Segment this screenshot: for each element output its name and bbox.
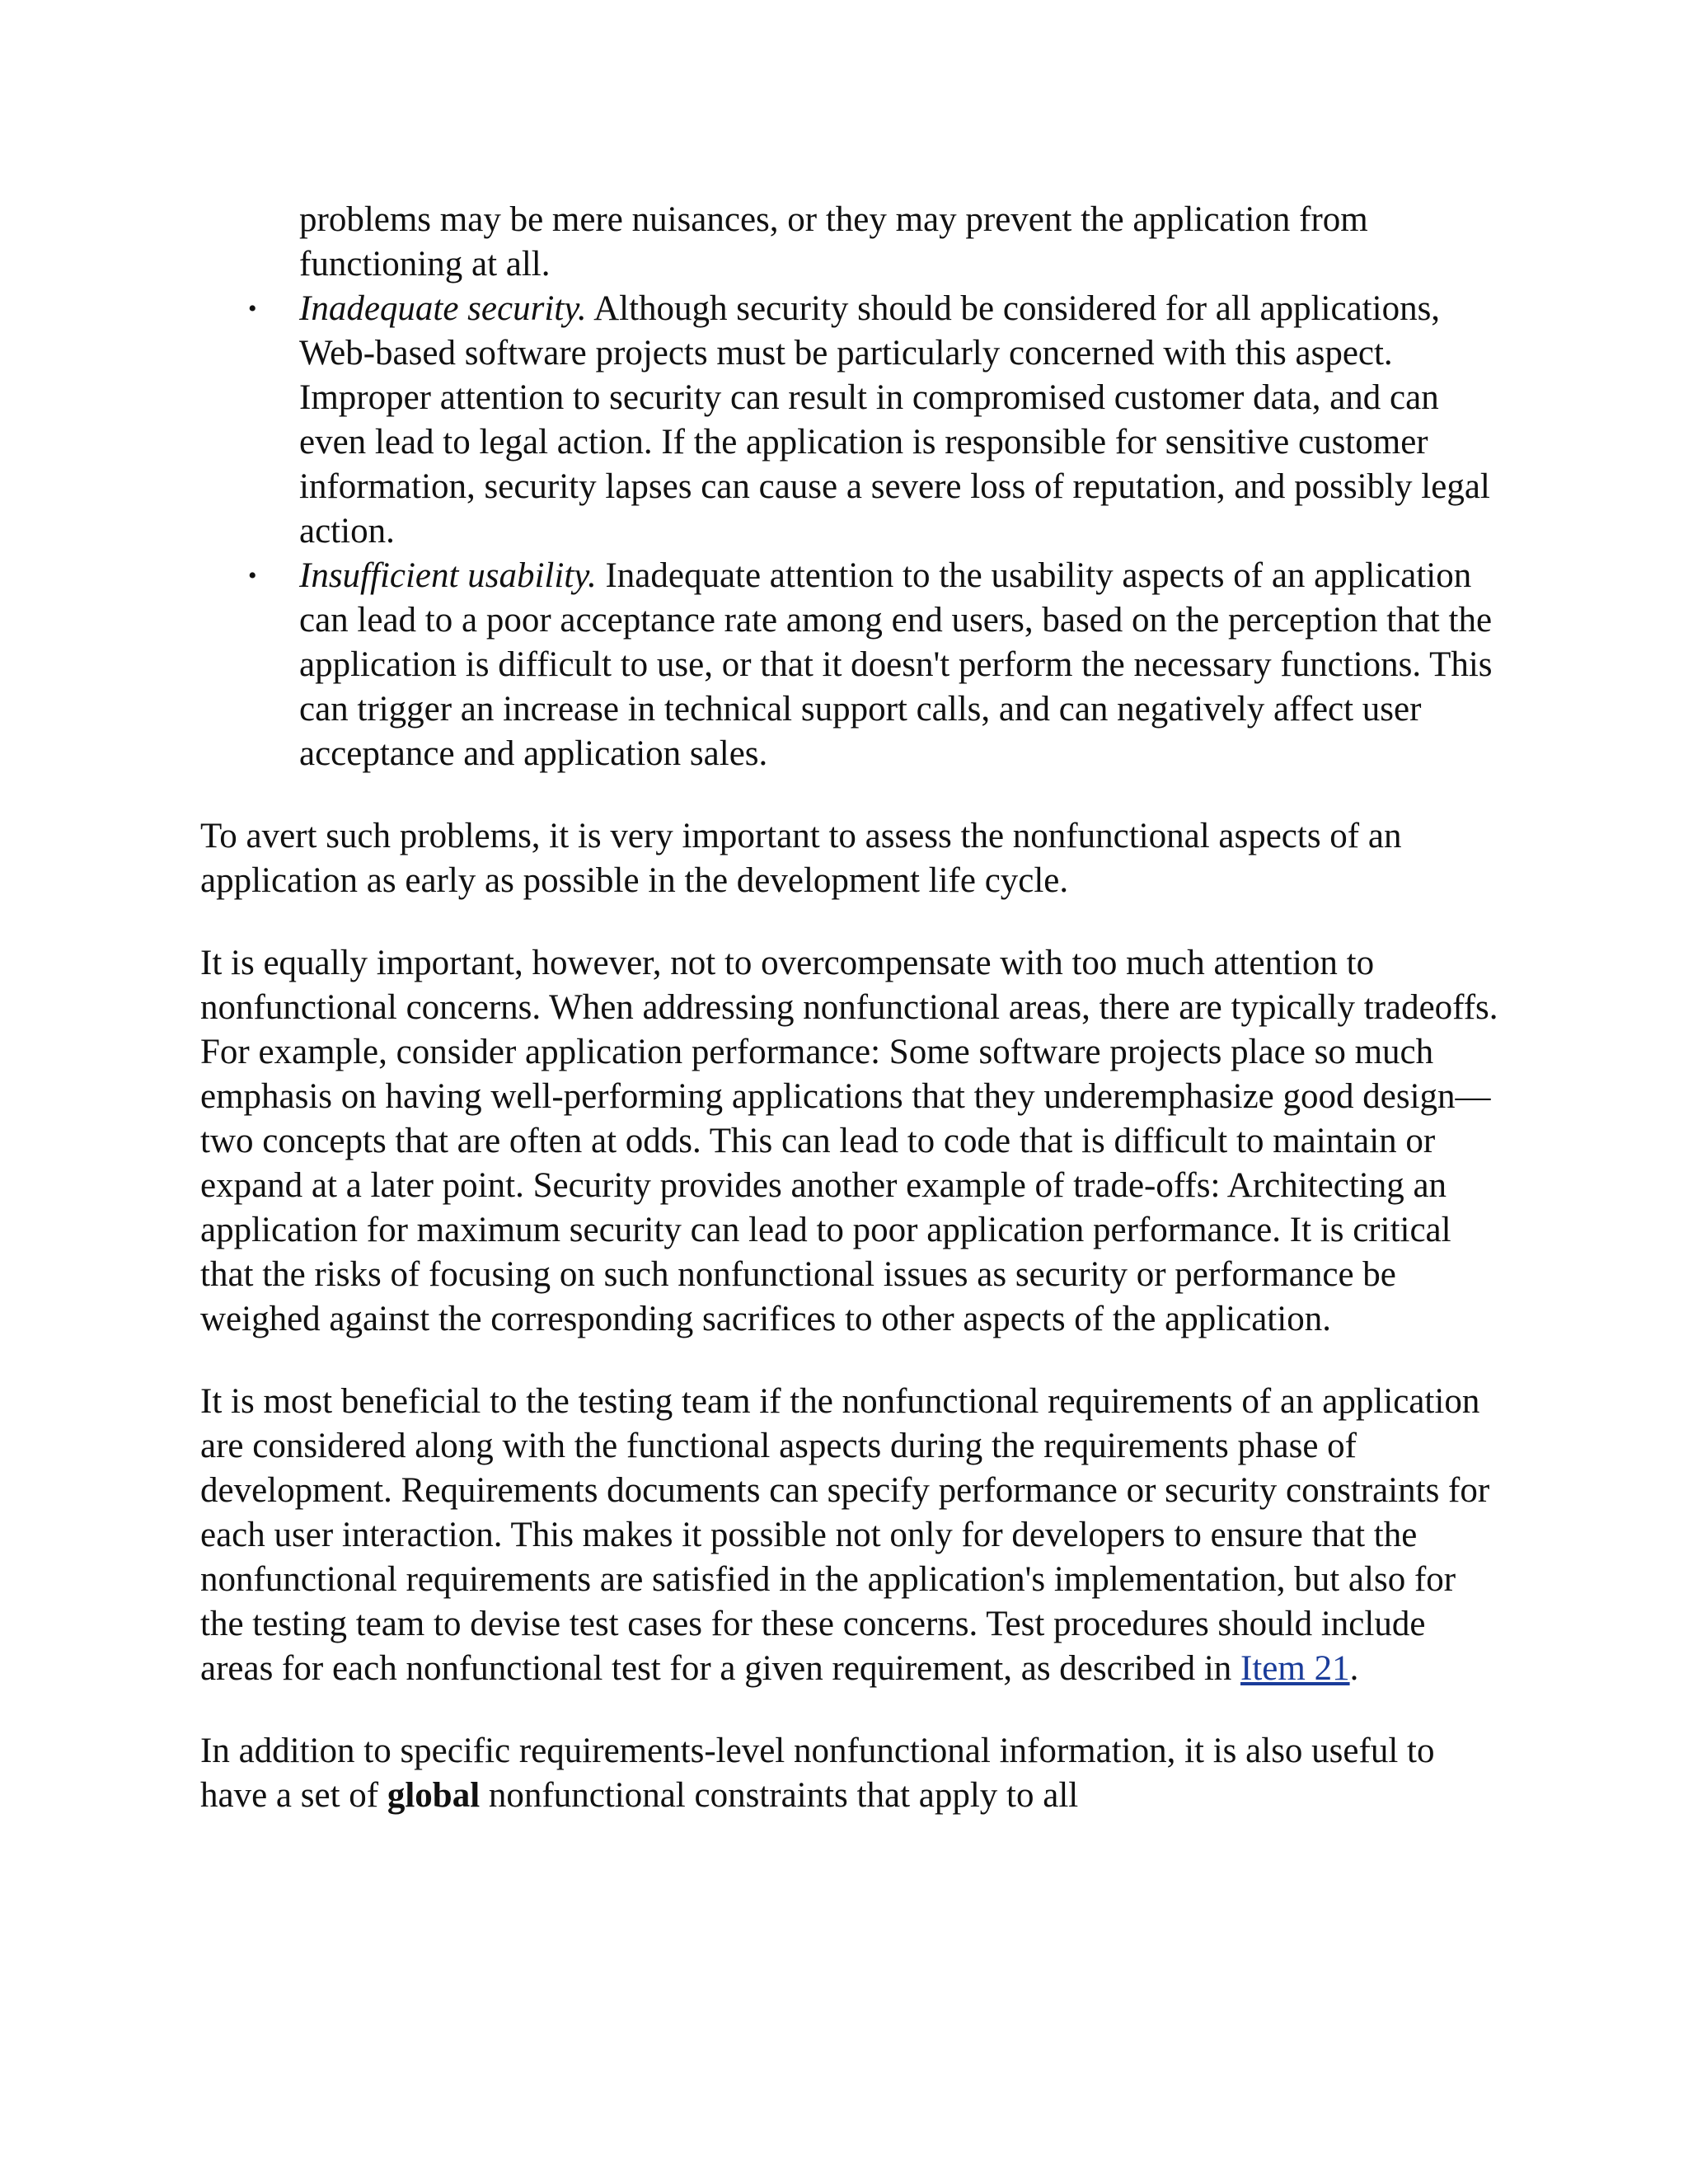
list-item-text: Inadequate attention to the usability aspects of an application can lead to a poor acceptance rate among end users, based on the perception that the application is difficult to use, or that it doesn't perform the necessary functions. This can trigger an increase in technical support calls, and can negatively affect user acceptance and application sales. [299, 556, 1493, 773]
list-item-continued [200, 198, 1498, 287]
paragraph-text-end: . [1349, 1649, 1359, 1688]
list-item-inadequate-security [200, 287, 1498, 554]
paragraph-avert-problems: To avert such problems, it is very important to assess the nonfunctional aspects of an application as early as possible in the development life cycle. [200, 817, 1402, 900]
bullet-list [200, 198, 1498, 776]
paragraph-global-constraints [200, 1729, 1498, 1818]
bullet-icon: • [248, 562, 257, 589]
page-content [200, 198, 1498, 1818]
paragraph-testing-team [200, 1380, 1498, 1691]
list-item-term: Insufficient usability. [299, 556, 597, 595]
paragraph-overcompensate: It is equally important, however, not to overcompensate with too much attention to nonfunctional concerns. When addressing nonfunctional areas, there are typically tradeoffs. For example, consider application performance: Some software projects place so much emphasis on having well-performing applications that they underemphasize good design— two concepts that are often at odds. This can lead to code that is difficult to maintain or expand at a later point. Security provides another example of trade-offs: Architecting an application for maximum security can lead to poor application performance. It is critical that the risks of focusing on such nonfunctional issues as security or performance be weighed against the corresponding sacrifices to other aspects of the application. [200, 944, 1498, 1338]
paragraph-text: It is most beneficial to the testing team if the nonfunctional requirements of an application are considered along with the functional aspects during the requirements phase of development. Requirements documents can specify performance or security constraints for each user interaction. This makes it possible not only for developers to ensure that the nonfunctional requirements are satisfied in the application's implementation, but also for the testing team to devise test cases for these concerns. Test procedures should include areas for each nonfunctional test for a given requirement, as described in [200, 1382, 1490, 1688]
list-item-insufficient-usability [200, 554, 1498, 776]
list-item-text: Although security should be considered for all applications, Web-based software projects must be particularly concerned with this aspect. Improper attention to security can result in compromised customer data, and can even lead to legal action. If the application is responsible for sensitive customer information, security lapses can cause a severe loss of reputation, and possibly legal action. [299, 289, 1490, 551]
paragraph-text: In addition to specific requirements-level nonfunctional information, it is also useful to have a set of [200, 1732, 1435, 1815]
item-21-link[interactable]: Item 21 [1240, 1649, 1350, 1688]
bullet-icon: • [248, 295, 257, 322]
paragraph-text-end: nonfunctional constraints that apply to all [480, 1776, 1079, 1815]
list-item-term: Inadequate security. [299, 289, 587, 328]
list-item-continued-text: problems may be mere nuisances, or they may prevent the application from functioning at all. [299, 200, 1368, 284]
bold-term-global: global [387, 1776, 481, 1815]
